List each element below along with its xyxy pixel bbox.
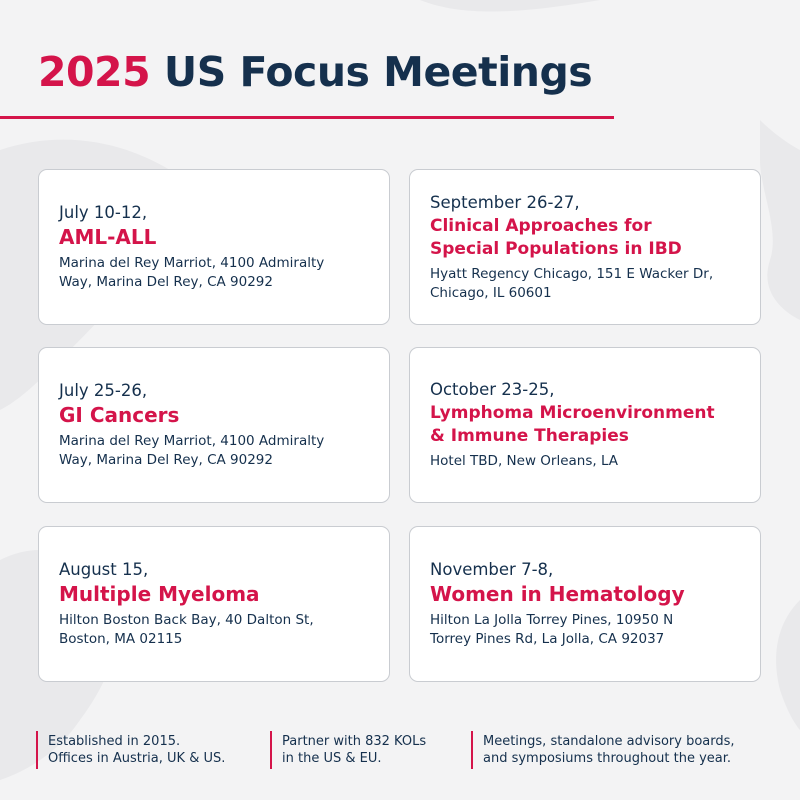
meeting-name: AML-ALL <box>59 225 157 249</box>
footer-established <box>36 731 225 769</box>
venue-line: Boston, MA 02115 <box>59 631 183 647</box>
meeting-name <box>430 402 740 448</box>
title-year: 2025 <box>38 48 151 96</box>
meeting-name-line: Special Populations in IBD <box>430 238 682 259</box>
page-title <box>38 48 593 96</box>
meeting-name-line: Clinical Approaches for <box>430 215 652 236</box>
venue-line: Marina del Rey Marriot, 4100 Admiralty <box>59 255 325 271</box>
meeting-name: Women in Hematology <box>430 582 685 606</box>
meeting-date: November 7-8, <box>430 560 554 579</box>
venue-line: Way, Marina Del Rey, CA 90292 <box>59 452 273 468</box>
meeting-venue <box>59 254 369 292</box>
meeting-name-line: & Immune Therapies <box>430 426 629 446</box>
meeting-venue <box>430 265 740 303</box>
venue-line: Torrey Pines Rd, La Jolla, CA 92037 <box>430 631 665 647</box>
footer-line: Meetings, standalone advisory boards, <box>483 734 735 749</box>
meeting-name: Multiple Myeloma <box>59 582 260 606</box>
venue-line: Hilton La Jolla Torrey Pines, 10950 N <box>430 612 674 628</box>
meeting-venue <box>430 452 740 471</box>
meeting-name: GI Cancers <box>59 403 180 427</box>
meeting-name <box>430 215 740 261</box>
meeting-card-women-in-hematology <box>409 526 761 682</box>
meeting-card-multiple-myeloma <box>38 526 390 682</box>
meeting-date: September 26-27, <box>430 192 580 212</box>
meeting-card-ibd <box>409 169 761 325</box>
meeting-date: August 15, <box>59 560 149 579</box>
footer-line: Offices in Austria, UK & US. <box>48 751 226 766</box>
meeting-card-aml-all <box>38 169 390 325</box>
title-underline <box>0 116 614 119</box>
footer-meetings <box>471 731 735 769</box>
meeting-date: October 23-25, <box>430 380 555 399</box>
venue-line: Hyatt Regency Chicago, 151 E Wacker Dr, <box>430 265 714 282</box>
meeting-date: July 25-26, <box>59 381 148 400</box>
footer-line: and symposiums throughout the year. <box>483 751 732 766</box>
meeting-date: July 10-12, <box>59 203 148 222</box>
meeting-card-gi-cancers <box>38 347 390 503</box>
footer-line: Partner with 832 KOLs <box>282 734 427 749</box>
venue-line: Way, Marina Del Rey, CA 90292 <box>59 274 273 290</box>
meeting-venue <box>59 611 369 649</box>
venue-line: Hotel TBD, New Orleans, LA <box>430 453 619 469</box>
meeting-venue <box>430 611 740 649</box>
footer-line: Established in 2015. <box>48 734 181 749</box>
meeting-card-lymphoma <box>409 347 761 503</box>
title-text: US Focus Meetings <box>163 48 593 96</box>
footer-partners <box>270 731 426 769</box>
venue-line: Marina del Rey Marriot, 4100 Admiralty <box>59 433 325 449</box>
footer-line: in the US & EU. <box>282 751 382 766</box>
meeting-venue <box>59 432 369 470</box>
venue-line: Chicago, IL 60601 <box>430 284 552 301</box>
venue-line: Hilton Boston Back Bay, 40 Dalton St, <box>59 612 314 628</box>
meeting-name-line: Lymphoma Microenvironment <box>430 403 715 423</box>
